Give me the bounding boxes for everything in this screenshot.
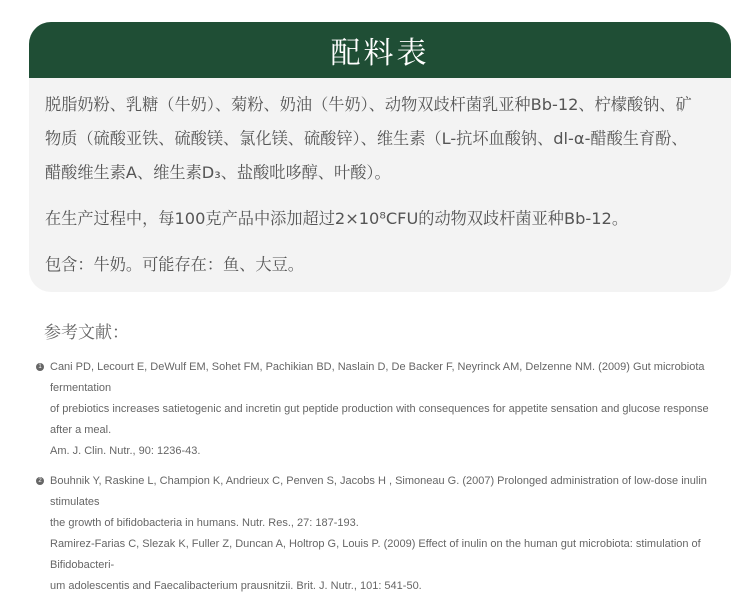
ingredients-line: 脱脂奶粉、乳糖（牛奶）、菊粉、奶油（牛奶）、动物双歧杆菌乳亚种Bb-12、柠檬酸钠、矿 (45, 95, 692, 114)
reference-number-badge: 2 (36, 477, 44, 485)
production-note: 在生产过程中，每100克产品中添加超过2×10⁸CFU的动物双歧杆菌亚种Bb-12。 (45, 209, 629, 228)
ingredients-card (29, 22, 731, 292)
card-header (29, 22, 731, 78)
ingredients-text (45, 88, 713, 190)
ingredients-line: 醋酸维生素A、维生素D₃、盐酸吡哆醇、叶酸）。 (45, 163, 391, 182)
reference-item (36, 357, 726, 462)
reference-list (36, 357, 726, 597)
reference-line: Cani PD, Lecourt E, DeWulf EM, Sohet FM, Pachikian BD, Naslain D, De Backer F, Neyrinck AM, Delzenne NM. (2009) Gut microbiota fermentation (50, 361, 705, 394)
references-heading: 参考文献： (44, 323, 129, 343)
reference-line: of prebiotics increases satietogenic and incretin gut peptide production with consequences for appetite sensation and glucose response after a meal. (50, 403, 709, 436)
reference-line: the growth of bifidobacteria in humans. Nutr. Res., 27: 187-193. (50, 517, 359, 529)
card-body (29, 78, 731, 282)
allergen-note: 包含：牛奶。可能存在：鱼、大豆。 (45, 255, 304, 274)
reference-line: Am. J. Clin. Nutr., 90: 1236-43. (50, 445, 201, 457)
reference-text (50, 471, 726, 597)
reference-line: um adolescentis and Faecalibacterium prausnitzii. Brit. J. Nutr., 101: 541-50. (50, 580, 422, 592)
references-section (36, 318, 726, 606)
ingredients-line: 物质（硫酸亚铁、硫酸镁、氯化镁、硫酸锌）、维生素（L-抗坏血酸钠、dl-α-醋酸生育酚、 (45, 129, 688, 148)
reference-line: Ramirez-Farias C, Slezak K, Fuller Z, Duncan A, Holtrop G, Louis P. (2009) Effect of inulin on the human gut microbiota: stimulation of Bifidobacteri- (50, 538, 701, 571)
reference-number-badge: 1 (36, 363, 44, 371)
reference-line: Bouhnik Y, Raskine L, Champion K, Andrieux C, Penven S, Jacobs H , Simoneau G. (2007) Prolonged administration of low-dose inulin stimulates (50, 475, 707, 508)
reference-item (36, 471, 726, 597)
reference-text (50, 357, 726, 462)
card-title: 配料表 (330, 36, 430, 71)
